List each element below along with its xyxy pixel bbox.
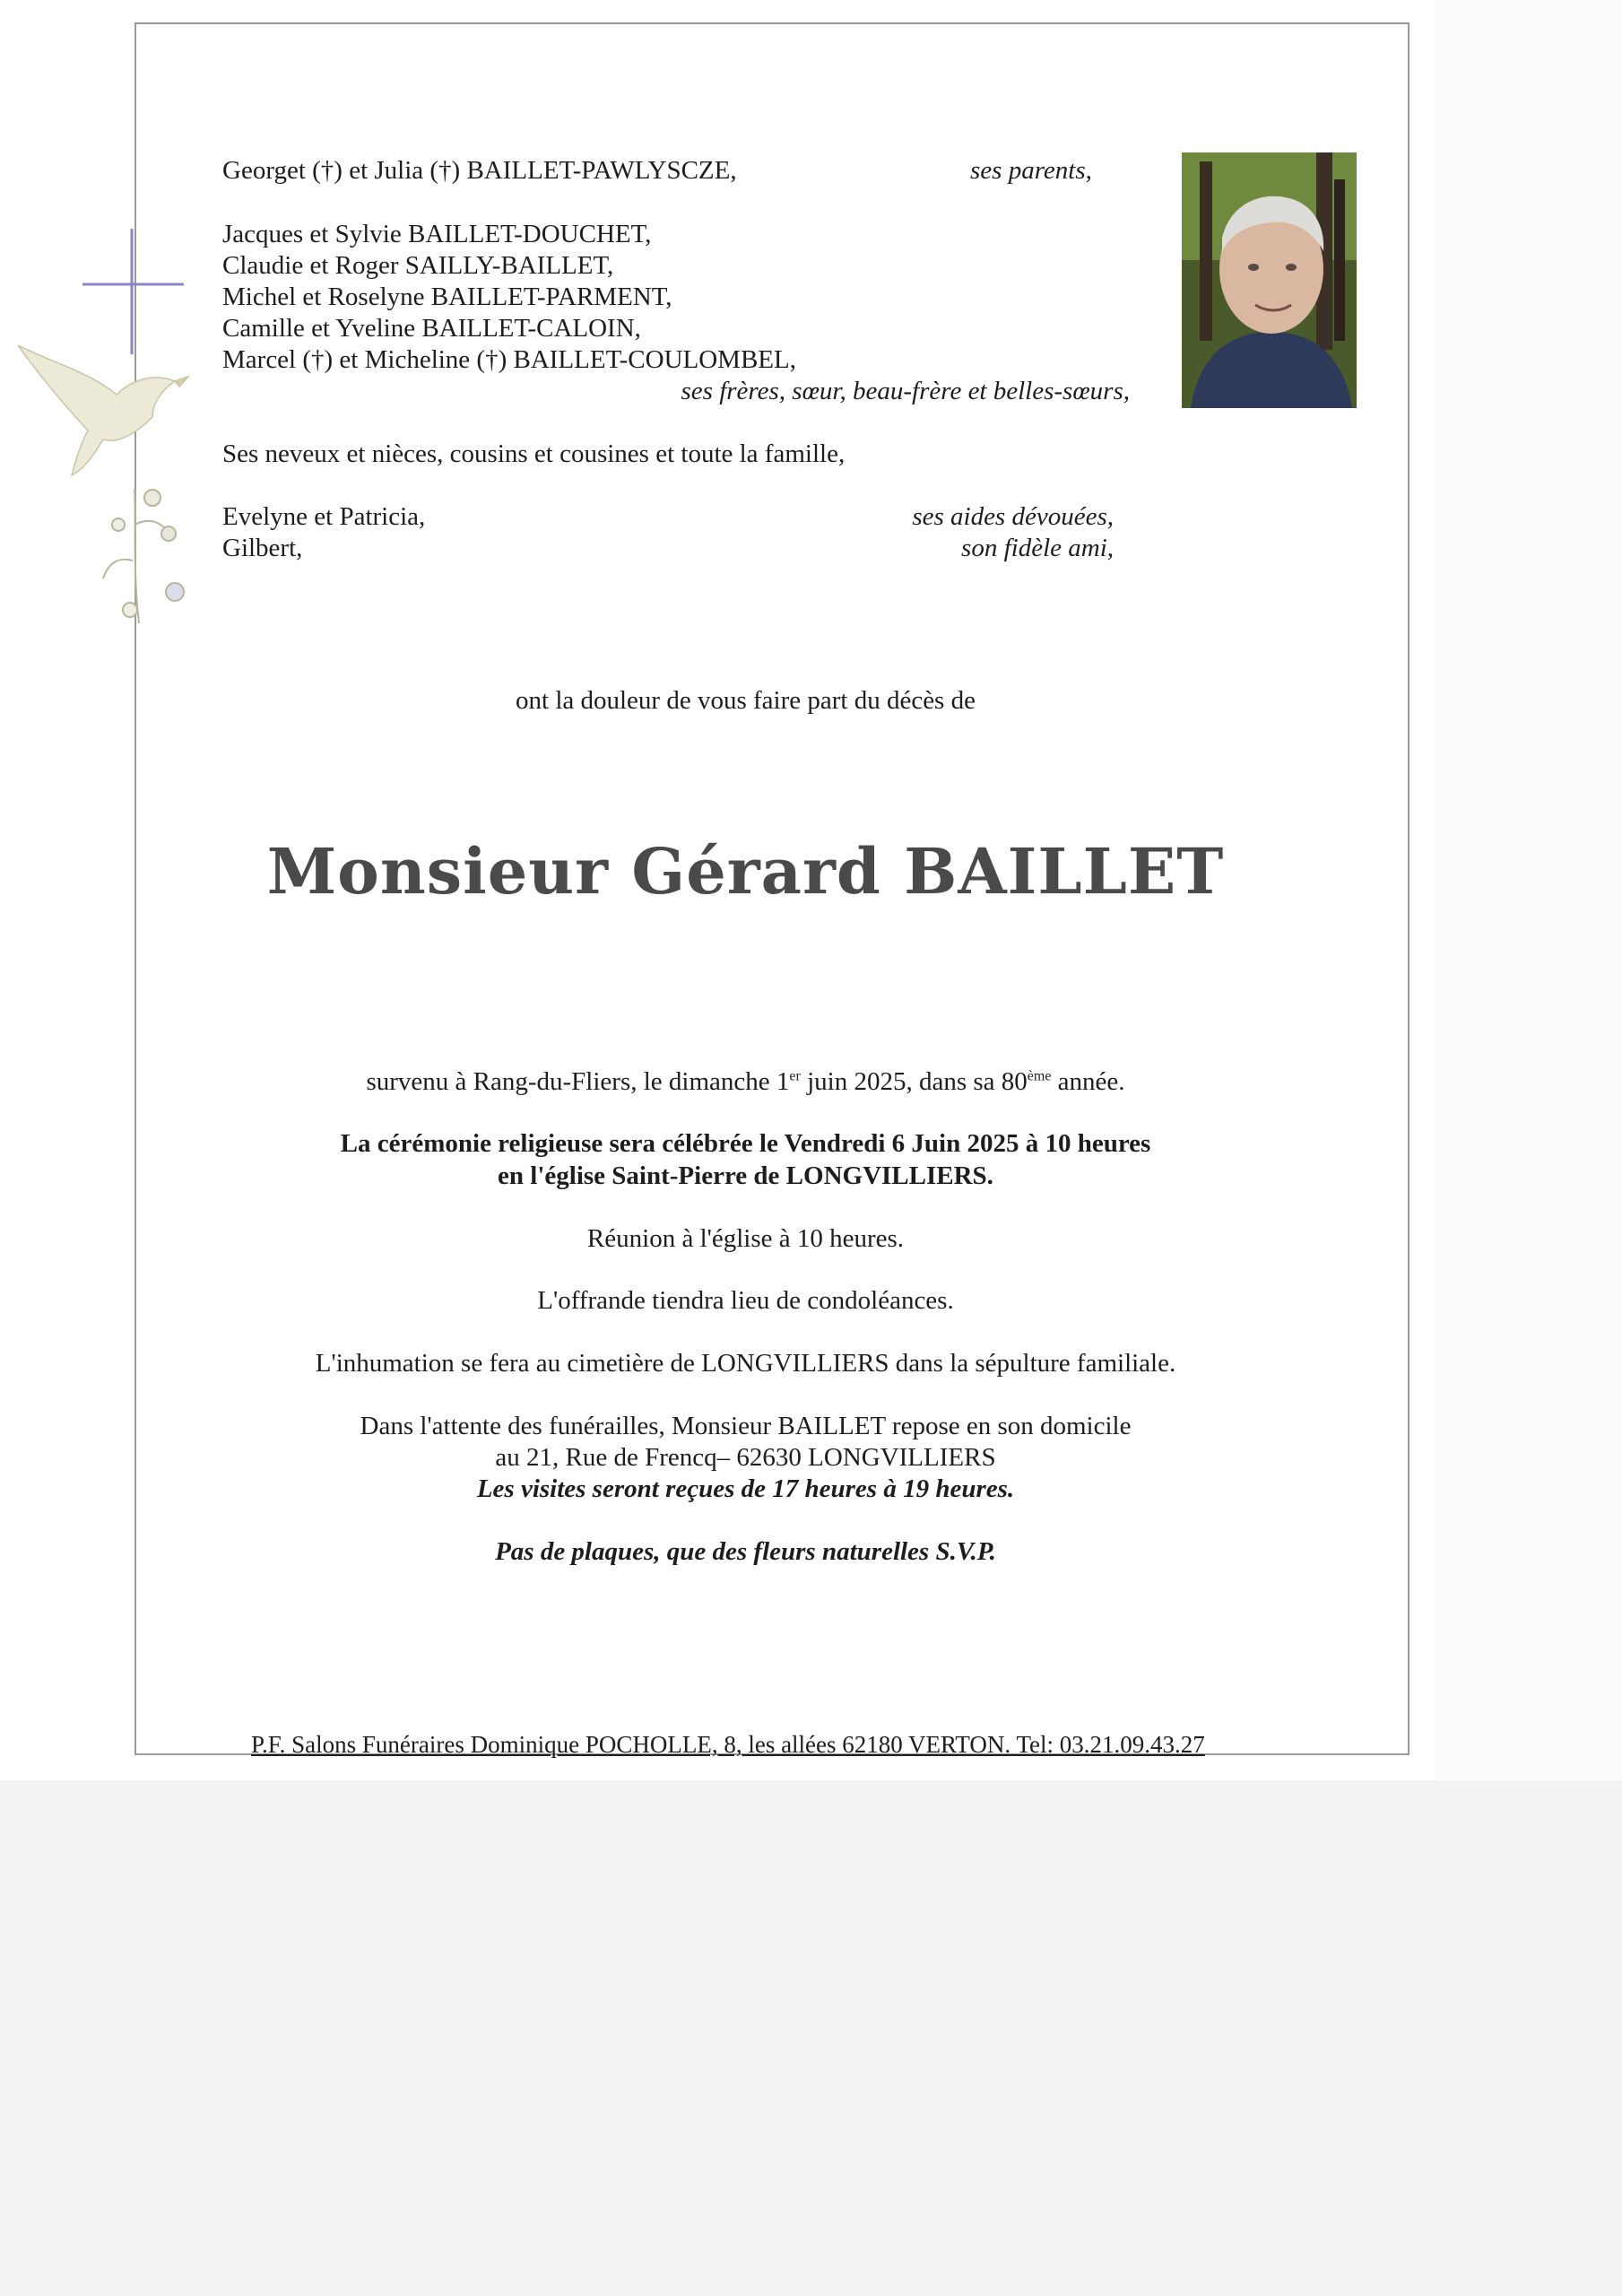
dove-icon — [18, 345, 188, 475]
flower-icon — [103, 489, 184, 623]
friend-role: son fidèle ami, — [961, 534, 1114, 562]
death-superscript: ème — [1027, 1068, 1052, 1084]
ceremony-line: La cérémonie religieuse sera célébrée le Vendredi 6 Juin 2025 à 10 heures — [340, 1129, 1151, 1158]
parents-names: Georget (†) et Julia (†) BAILLET-PAWLYSCZE, — [222, 156, 737, 185]
announcement-intro: ont la douleur de vous faire part du décès de — [516, 686, 976, 715]
funeral-home-footer: P.F. Salons Funéraires Dominique POCHOLLE, 8, les allées 62180 VERTON. Tel: 03.21.09.43.27 — [251, 1731, 1205, 1758]
meeting-info: Réunion à l'église à 10 heures. — [586, 1224, 905, 1253]
rest-address: au 21, Rue de Frencq– 62630 LONGVILLIERS — [495, 1443, 996, 1472]
death-text: survenu à Rang-du-Fliers, le dimanche 1 — [366, 1067, 790, 1096]
aides-names: Evelyne et Patricia, — [222, 502, 426, 531]
death-superscript: er — [789, 1068, 801, 1084]
flowers-info: Pas de plaques, que des fleurs naturelles S.V.P. — [495, 1537, 996, 1566]
scan-background-right — [1435, 0, 1622, 1780]
deceased-name: Monsieur Gérard BAILLET — [266, 834, 1225, 909]
visits-info: Les visites seront reçues de 17 heures à 19 heures. — [476, 1474, 1015, 1503]
sibling-line: Jacques et Sylvie BAILLET-DOUCHET, — [222, 220, 652, 248]
religious-decoration — [18, 229, 197, 677]
siblings-role: ses frères, sœur, beau-frère et belles-sœurs, — [681, 377, 1130, 405]
sibling-line: Michel et Roselyne BAILLET-PARMENT, — [222, 283, 672, 311]
deceased-portrait — [1182, 152, 1357, 408]
sibling-line: Claudie et Roger SAILLY-BAILLET, — [222, 251, 614, 280]
friend-name: Gilbert, — [222, 534, 303, 562]
offering-info: L'offrande tiendra lieu de condoléances. — [537, 1286, 954, 1315]
death-text: juin 2025, dans sa 80 — [800, 1067, 1028, 1096]
sibling-line: Camille et Yveline BAILLET-CALOIN, — [222, 314, 641, 343]
aides-role: ses aides dévouées, — [912, 502, 1114, 531]
burial-info: L'inhumation se fera au cimetière de LONGVILLIERS dans la sépulture familiale. — [315, 1349, 1176, 1378]
scan-background-bottom — [0, 1780, 1622, 2296]
death-text: année. — [1051, 1067, 1125, 1096]
cross-icon — [82, 229, 184, 354]
death-details — [134, 1065, 1357, 1098]
extended-family: Ses neveux et nièces, cousins et cousines et toute la famille, — [222, 439, 846, 468]
sibling-line: Marcel (†) et Micheline (†) BAILLET-COULOMBEL, — [222, 345, 796, 374]
parents-role: ses parents, — [970, 156, 1092, 185]
ceremony-line: en l'église Saint-Pierre de LONGVILLIERS. — [498, 1161, 993, 1190]
rest-info: Dans l'attente des funérailles, Monsieur BAILLET repose en son domicile — [360, 1412, 1132, 1440]
